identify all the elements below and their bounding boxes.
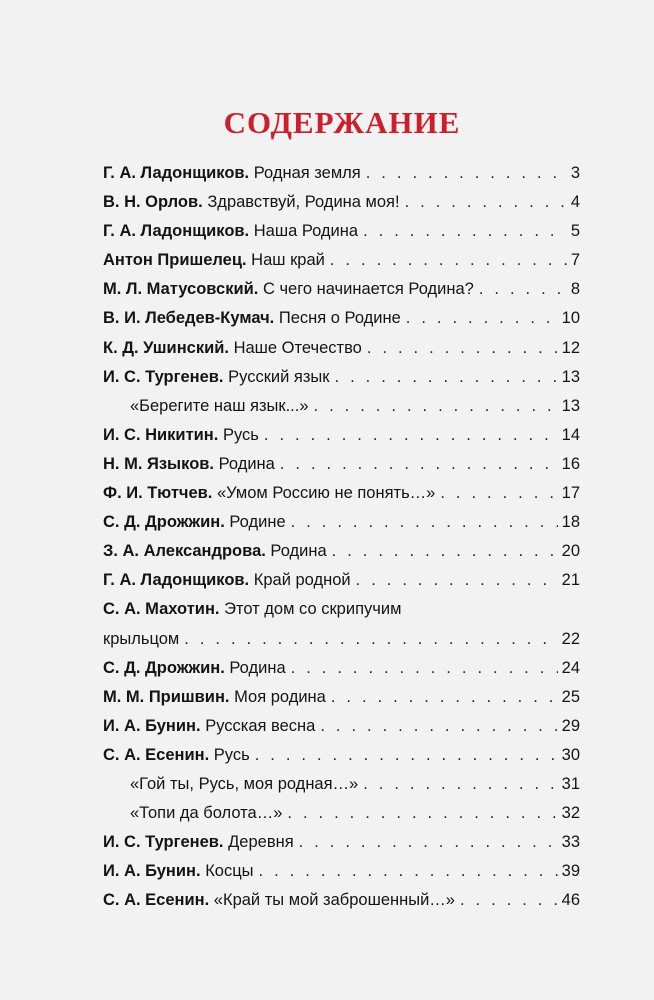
page-title: СОДЕРЖАНИЕ (223, 105, 461, 140)
toc-page-number: 3 (570, 164, 580, 182)
toc-entry (103, 363, 580, 392)
toc-title: Русская весна (205, 716, 316, 735)
dot-leader (184, 625, 557, 654)
toc-title: «Берегите наш язык...» (130, 396, 309, 415)
toc-title: Край родной (253, 571, 351, 590)
toc-entry (103, 479, 580, 508)
toc-page-number: 13 (561, 367, 580, 386)
toc-entry (103, 683, 580, 712)
dot-leader (405, 188, 567, 217)
dot-leader (330, 246, 567, 275)
toc-entry (103, 159, 580, 188)
dot-leader (287, 799, 557, 828)
dot-leader (291, 654, 558, 683)
toc-title-continuation: крыльцом (103, 629, 180, 648)
toc-page-number: 12 (561, 338, 580, 357)
toc-title: Наш край (251, 251, 325, 270)
toc-title: Русь (213, 745, 250, 764)
toc-entry (103, 741, 580, 770)
toc-author: И. А. Бунин. (103, 716, 201, 735)
toc-entry (103, 857, 580, 886)
toc-page-number: 17 (561, 484, 580, 503)
dot-leader (356, 566, 558, 595)
dot-leader (363, 217, 567, 246)
toc-entry (103, 275, 580, 304)
toc-title: Родная земля (253, 164, 361, 182)
toc-entry (103, 246, 580, 275)
toc-page-number: 22 (561, 629, 580, 648)
toc-title: Родина (270, 542, 327, 561)
toc-page-number: 10 (561, 309, 580, 328)
dot-leader (332, 537, 558, 566)
dot-leader (314, 392, 558, 421)
toc-author: В. И. Лебедев-Кумач. (103, 309, 275, 328)
toc-entry (103, 304, 580, 333)
toc-page-number: 20 (561, 542, 580, 561)
toc-entry (103, 712, 580, 741)
toc-author: Г. А. Ладонщиков. (103, 571, 250, 590)
toc-title: Родине (229, 513, 286, 532)
toc-title: Косцы (205, 862, 254, 881)
dot-leader (367, 334, 558, 363)
toc-title: Этот дом со скрипучим (224, 600, 402, 619)
toc-author: М. М. Пришвин. (103, 687, 230, 706)
toc-page-number: 24 (561, 658, 580, 677)
toc-author: С. А. Есенин. (103, 891, 210, 910)
toc-author: С. Д. Дрожжин. (103, 513, 225, 532)
toc-author: К. Д. Ушинский. (103, 338, 229, 357)
dot-leader (440, 479, 557, 508)
toc-entry (103, 188, 580, 217)
toc-page-number: 25 (561, 687, 580, 706)
toc-title: Деревня (228, 833, 294, 852)
toc-title: Песня о Родине (278, 309, 401, 328)
toc-entry (103, 392, 580, 421)
toc-author: Г. А. Ладонщиков. (103, 222, 250, 241)
toc-author: Ф. И. Тютчев. (103, 484, 213, 503)
toc-entry (103, 566, 580, 595)
dot-leader (460, 886, 558, 915)
dot-leader (291, 508, 558, 537)
toc-entry (103, 770, 580, 799)
toc-page-number: 31 (561, 774, 580, 793)
toc-entry (103, 508, 580, 537)
toc-author: Н. М. Языков. (103, 454, 214, 473)
toc-page-number: 18 (561, 513, 580, 532)
toc-page-number: 7 (570, 251, 580, 270)
toc-entry (103, 334, 580, 363)
toc-title: Родина (229, 658, 286, 677)
dot-leader (479, 275, 567, 304)
toc-author: З. А. Александрова. (103, 542, 266, 561)
dot-leader (335, 363, 558, 392)
dot-leader (255, 741, 558, 770)
toc-page-number: 21 (561, 571, 580, 590)
toc-entry (103, 828, 580, 857)
toc-author: Антон Пришелец. (103, 251, 247, 270)
toc-page-number: 8 (570, 280, 580, 299)
toc-title: Здравствуй, Родина моя! (207, 193, 400, 212)
toc-page-number: 30 (561, 745, 580, 764)
dot-leader (264, 421, 558, 450)
toc-page-number: 33 (561, 833, 580, 852)
dot-leader (406, 304, 558, 333)
dot-leader (331, 683, 558, 712)
toc-title: Родина (218, 454, 275, 473)
toc-author: С. А. Есенин. (103, 745, 210, 764)
dot-leader (259, 857, 558, 886)
toc-entry (103, 595, 580, 653)
toc-author: В. Н. Орлов. (103, 193, 203, 212)
toc-page-number: 5 (570, 222, 580, 241)
toc-author: М. Л. Матусовский. (103, 280, 259, 299)
toc-title: «Умом Россию не понять…» (216, 484, 436, 503)
toc-entry (103, 421, 580, 450)
toc-title: «Край ты мой заброшенный…» (213, 891, 455, 910)
toc-title: Наша Родина (253, 222, 359, 241)
dot-leader (320, 712, 557, 741)
toc-author: И. С. Никитин. (103, 425, 219, 444)
toc-entry (103, 654, 580, 683)
table-of-contents (103, 159, 580, 915)
toc-title: Русский язык (228, 367, 330, 386)
toc-title: «Гой ты, Русь, моя родная…» (130, 774, 359, 793)
toc-page-number: 14 (561, 425, 580, 444)
toc-page-number: 13 (561, 396, 580, 415)
dot-leader (366, 159, 567, 188)
toc-author: И. С. Тургенев. (103, 367, 224, 386)
toc-title: С чего начинается Родина? (262, 280, 474, 299)
toc-entry (103, 450, 580, 479)
toc-author: С. Д. Дрожжин. (103, 658, 225, 677)
toc-title: Наше Отечество (233, 338, 362, 357)
toc-page-number: 32 (561, 804, 580, 823)
toc-page-number: 16 (561, 454, 580, 473)
toc-author: С. А. Махотин. (103, 600, 220, 619)
toc-title: Моя родина (234, 687, 326, 706)
toc-title: «Топи да болота…» (130, 804, 283, 823)
toc-page-number: 29 (561, 716, 580, 735)
dot-leader (280, 450, 558, 479)
toc-title: Русь (222, 425, 259, 444)
toc-entry (103, 537, 580, 566)
toc-entry (103, 799, 580, 828)
toc-author: И. С. Тургенев. (103, 833, 224, 852)
toc-page-number: 39 (561, 862, 580, 881)
toc-entry (103, 886, 580, 915)
toc-author: Г. А. Ладонщиков. (103, 164, 250, 182)
toc-author: И. А. Бунин. (103, 862, 201, 881)
dot-leader (363, 770, 557, 799)
toc-page-number: 4 (570, 193, 580, 212)
toc-entry (103, 217, 580, 246)
toc-page-number: 46 (561, 891, 580, 910)
dot-leader (299, 828, 558, 857)
